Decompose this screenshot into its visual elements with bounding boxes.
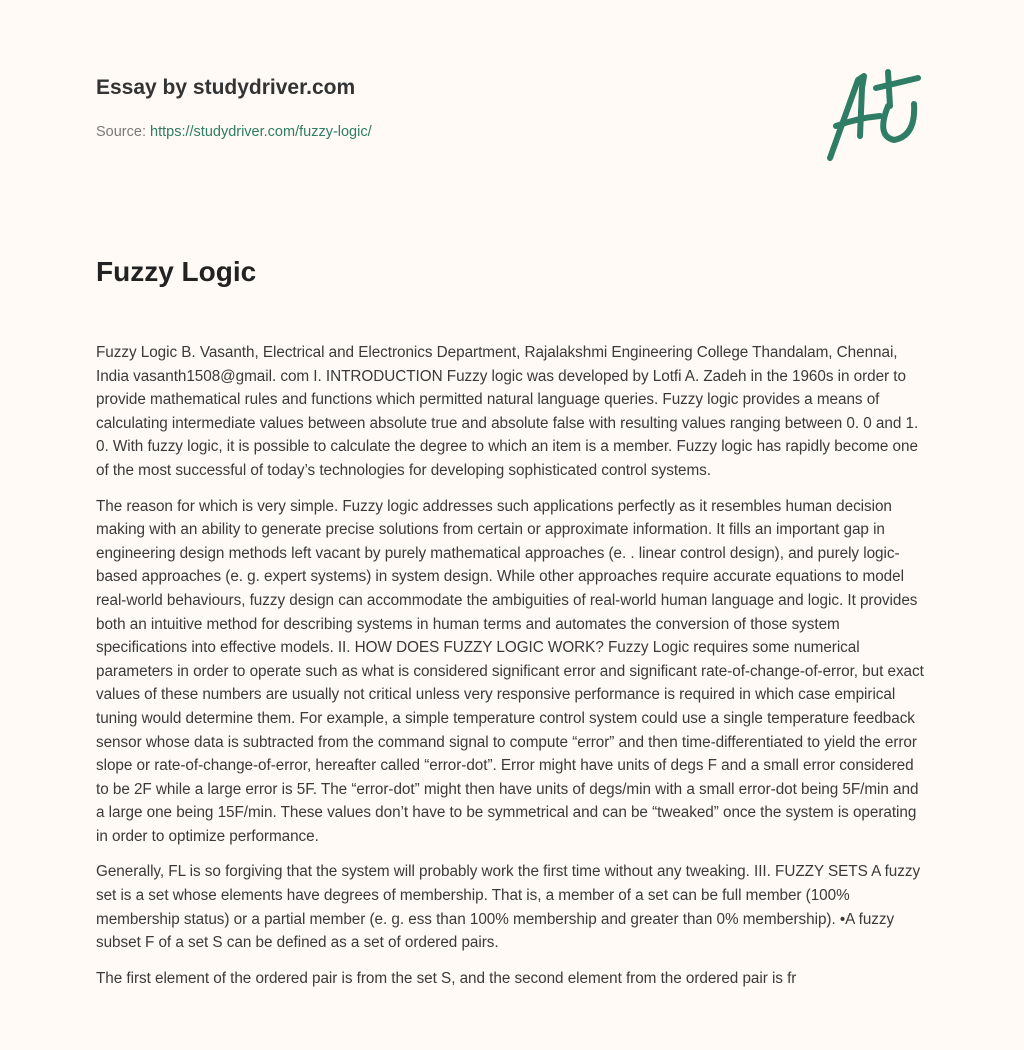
essay-body xyxy=(96,341,930,1002)
paragraph: Generally, FL is so forgiving that the system will probably work the first time without any tweaking. III. FUZZY SETS A fuzzy set is a set whose elements have degrees of membership. That is, a member of a set can be full member (100% membership status) or a partial member (e. g. ess than 100% membership and greater than 0% membership). •A fuzzy subset F of a set S can be defined as a set of ordered pairs. xyxy=(96,863,921,952)
paragraph: Fuzzy Logic B. Vasanth, Electrical and Electronics Department, Rajalakshmi Engineering College Thandalam, Chennai, India vasanth1508@gmail. com I. INTRODUCTION Fuzzy logic was developed by Lotfi A. Zadeh in the 1960s in order to provide mathematical rules and functions which permitted natural language queries. Fuzzy logic provides a means of calculating intermediate values between absolute true and absolute false with resulting values ranging between 0. 0 and 1. 0. With fuzzy logic, it is possible to calculate the degree to which an item is a member. Fuzzy logic has rapidly become one of the most successful of today’s technologies for developing sophisticated control systems. xyxy=(96,344,919,479)
source-link[interactable]: https://studydriver.com/fuzzy-logic/ xyxy=(150,124,372,140)
source-label: Source: xyxy=(96,124,146,140)
paragraph: The first element of the ordered pair is from the set S, and the second element from the ordered pair is fr xyxy=(96,969,797,987)
paragraph: The reason for which is very simple. Fuzzy logic addresses such applications perfectly as it resembles human decision making with an ability to generate precise solutions from certain or approximate information. It fills an important gap in engineering design methods left vacant by purely mathematical approaches (e. . linear control design), and purely logic-based approaches (e. g. expert systems) in system design. While other approaches require accurate equations to model real-world behaviours, fuzzy design can accommodate the ambiguities of real-world human language and logic. It provides both an intuitive method for describing systems in human terms and automates the conversion of those system specifications into effective models. II. HOW DOES FUZZY LOGIC WORK? Fuzzy Logic requires some numerical parameters in order to operate such as what is considered significant error and significant rate-of-change-of-error, but exact values of these numbers are usually not critical unless very responsive performance is required in which case empirical tuning would determine them. For example, a simple temperature control system could use a single temperature feedback sensor whose data is subtracted from the command signal to compute “error” and then time-differentiated to yield the error slope or rate-of-change-of-error, hereafter called “error-dot”. Error might have units of degs F and a small error considered to be 2F while a large error is 5F. The “error-dot” might then have units of degs/min with a small error-dot being 5F/min and a large one being 15F/min. These values don’t have to be symmetrical and can be “tweaked” once the system is operating in order to optimize performance. xyxy=(96,497,924,845)
a-plus-logo-icon xyxy=(818,66,928,166)
page-title: Fuzzy Logic xyxy=(96,256,257,287)
site-title: Essay by studydriver.com xyxy=(96,76,356,99)
source-line xyxy=(96,124,372,140)
header xyxy=(96,76,355,100)
